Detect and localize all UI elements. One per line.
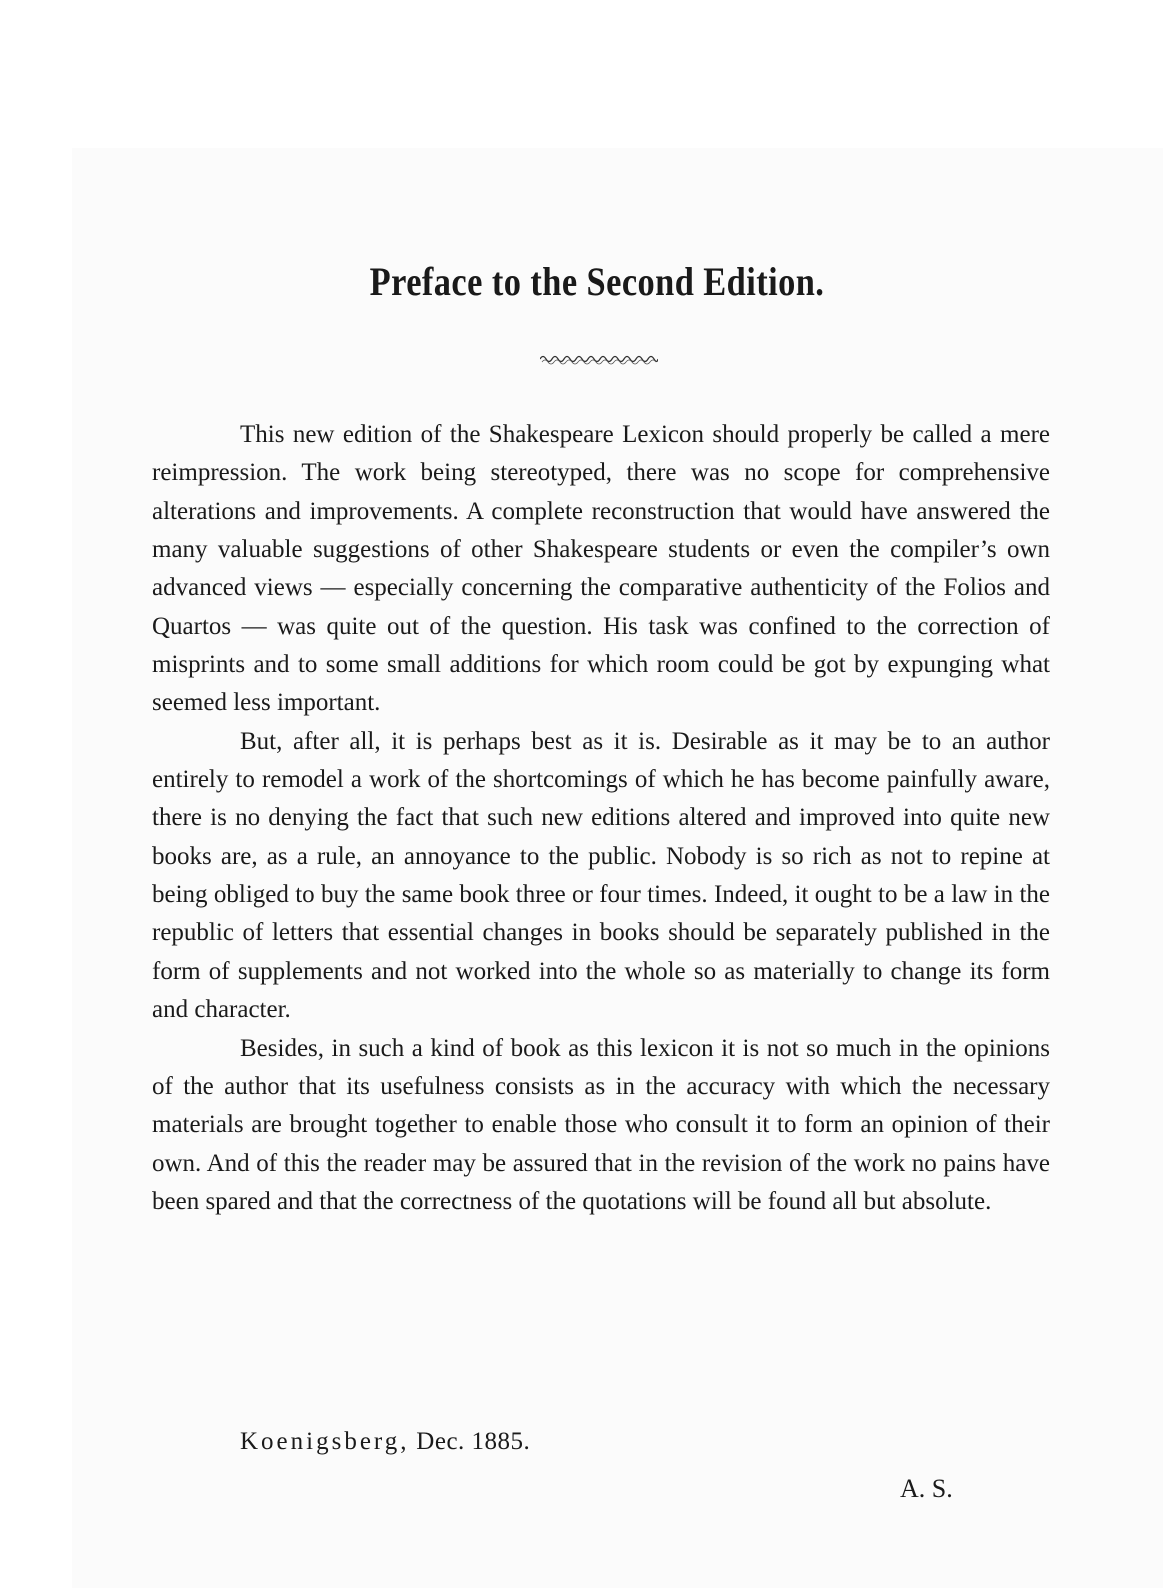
date: Dec. 1885. [416, 1428, 531, 1455]
paragraph-1: This new edition of the Shakespeare Lexicon should properly be called a mere reimpression. The work being stereotyped, there was no scope for comprehensive alterations and improvements. A complete reconstruction that would have answered the many valuable suggestions of other Shakespeare students or even the compiler’s own advanced views — especially concerning the comparative authenticity of the Folios and Quartos — was quite out of the question. His task was confined to the correction of misprints and to some small additions for which room could be got by expunging what seemed less important. [152, 421, 1050, 717]
wavy-rule-ornament [540, 352, 658, 366]
paragraph-2: But, after all, it is perhaps best as it is. Desirable as it may be to an author entirely to remodel a work of the shortcomings of which he has become painfully aware, there is no denying the fact that such new editions altered and improved into quite new books are, as a rule, an annoyance to the public. Nobody is so rich as not to repine at being obliged to buy the same book three or four times. Indeed, it ought to be a law in the republic of letters that essential changes in books should be separately published in the form of supplements and not worked into the whole so as materially to change its form and character. [152, 727, 1050, 1024]
signature: A. S. [900, 1474, 953, 1503]
preface-body [152, 416, 1050, 1221]
page-title: Preface to the Second Edition. [369, 259, 825, 304]
place-and-date [240, 1428, 530, 1456]
paragraph-3: Besides, in such a kind of book as this lexicon it is not so much in the opinions of the author that its usefulness consists as in the accuracy with which the necessary materials are brought together to enable those who consult it to form an opinion of their own. And of this the reader may be assured that in the revision of the work no pains have been spared and that the correctness of the quotations will be found all but absolute. [152, 1034, 1050, 1215]
place: Koenigsberg, [240, 1428, 410, 1455]
